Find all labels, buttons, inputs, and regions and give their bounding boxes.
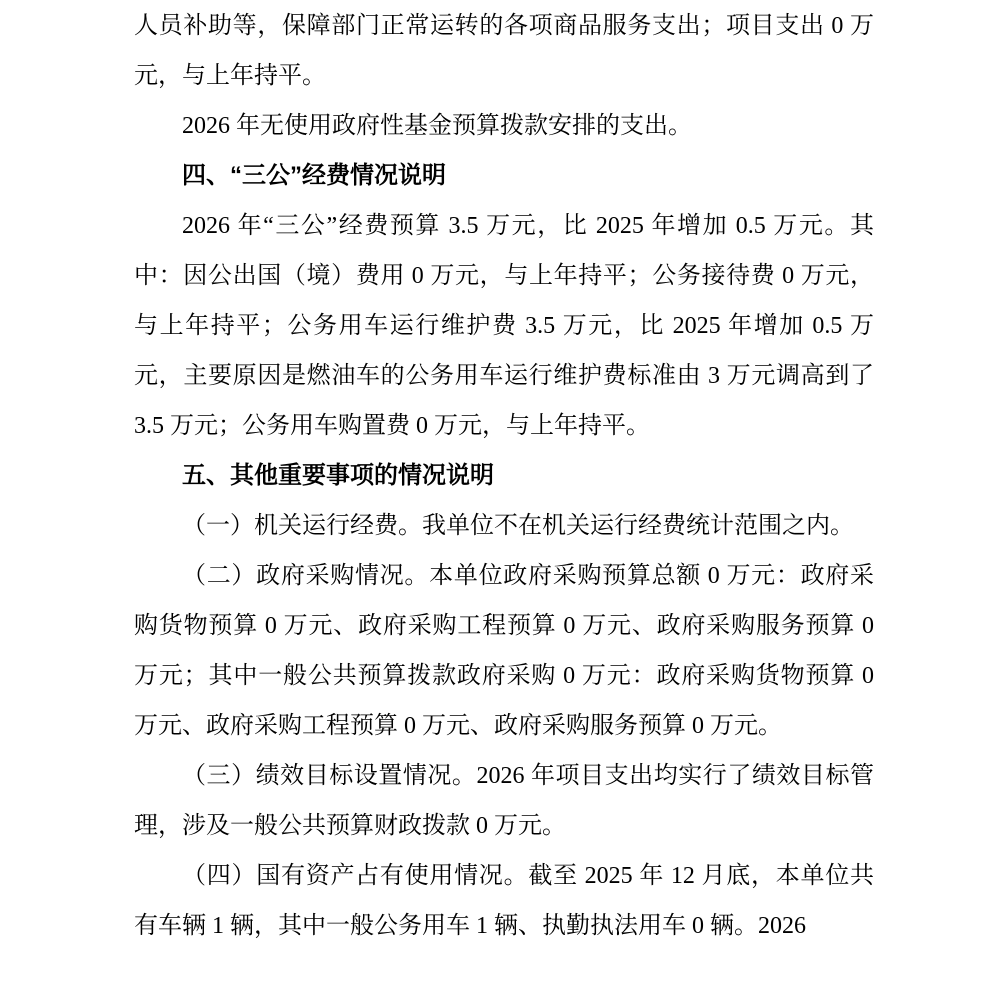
paragraph-item3-lead: （三）绩效目标设置情况。 <box>182 763 477 789</box>
paragraph-item2-text: 本单位政府采购预算总额 0 万元：政府采购货物预算 0 万元、政府采购工程预算 0 万元、政府采购服务预算 0 万元；其中一般公共预算拨款政府采购 0 万元：政府采购货物预算 0 万元、政府采购工程预算 0 万元、政府采购服务预算 0 万元。 <box>134 563 875 739</box>
paragraph-three-public-funds-detail: 2026 年“三公”经费预算 3.5 万元，比 2025 年增加 0.5 万元。其中：因公出国（境）费用 0 万元，与上年持平；公务接待费 0 万元，与上年持平；公务用车运行维护费 3.5 万元，比 2025 年增加 0.5 万元，主要原因是燃油车的公务用车运行维护费标准由 3 万元调高到了 3.5 万元；公务用车购置费 0 万元，与上年持平。 <box>134 213 874 439</box>
paragraph-item2-government-procurement <box>134 551 874 751</box>
section-heading-four-three-public-funds: 四、“三公”经费情况说明 <box>182 162 446 189</box>
paragraph-item3-text: 2026 年项目支出均实行了绩效目标管理，涉及一般公共预算财政拨款 0 万元。 <box>134 763 875 839</box>
paragraph-government-fund-budget: 2026 年无使用政府性基金预算拨款安排的支出。 <box>182 113 692 139</box>
paragraph-expenditure-continuation: 人员补助等，保障部门正常运转的各项商品服务支出；项目支出 0 万元，与上年持平。 <box>134 13 874 89</box>
paragraph-item4-state-owned-assets <box>134 851 874 951</box>
paragraph-item4-text: 截至 2025 年 12 月底，本单位共有车辆 1 辆，其中一般公务用车 1 辆、执勤执法用车 0 辆。2026 <box>134 863 875 939</box>
section-heading-five-other-important-matters: 五、其他重要事项的情况说明 <box>182 462 494 489</box>
paragraph-item4-lead: （四）国有资产占有使用情况。 <box>182 863 529 889</box>
paragraph-item2-lead: （二）政府采购情况。 <box>182 563 430 589</box>
paragraph-item1-operating-funds <box>134 501 874 551</box>
paragraph-item3-performance-targets <box>134 751 874 851</box>
paragraph-item1-text: 我单位不在机关运行经费统计范围之内。 <box>422 513 854 539</box>
paragraph-item1-lead: （一）机关运行经费。 <box>182 513 422 539</box>
